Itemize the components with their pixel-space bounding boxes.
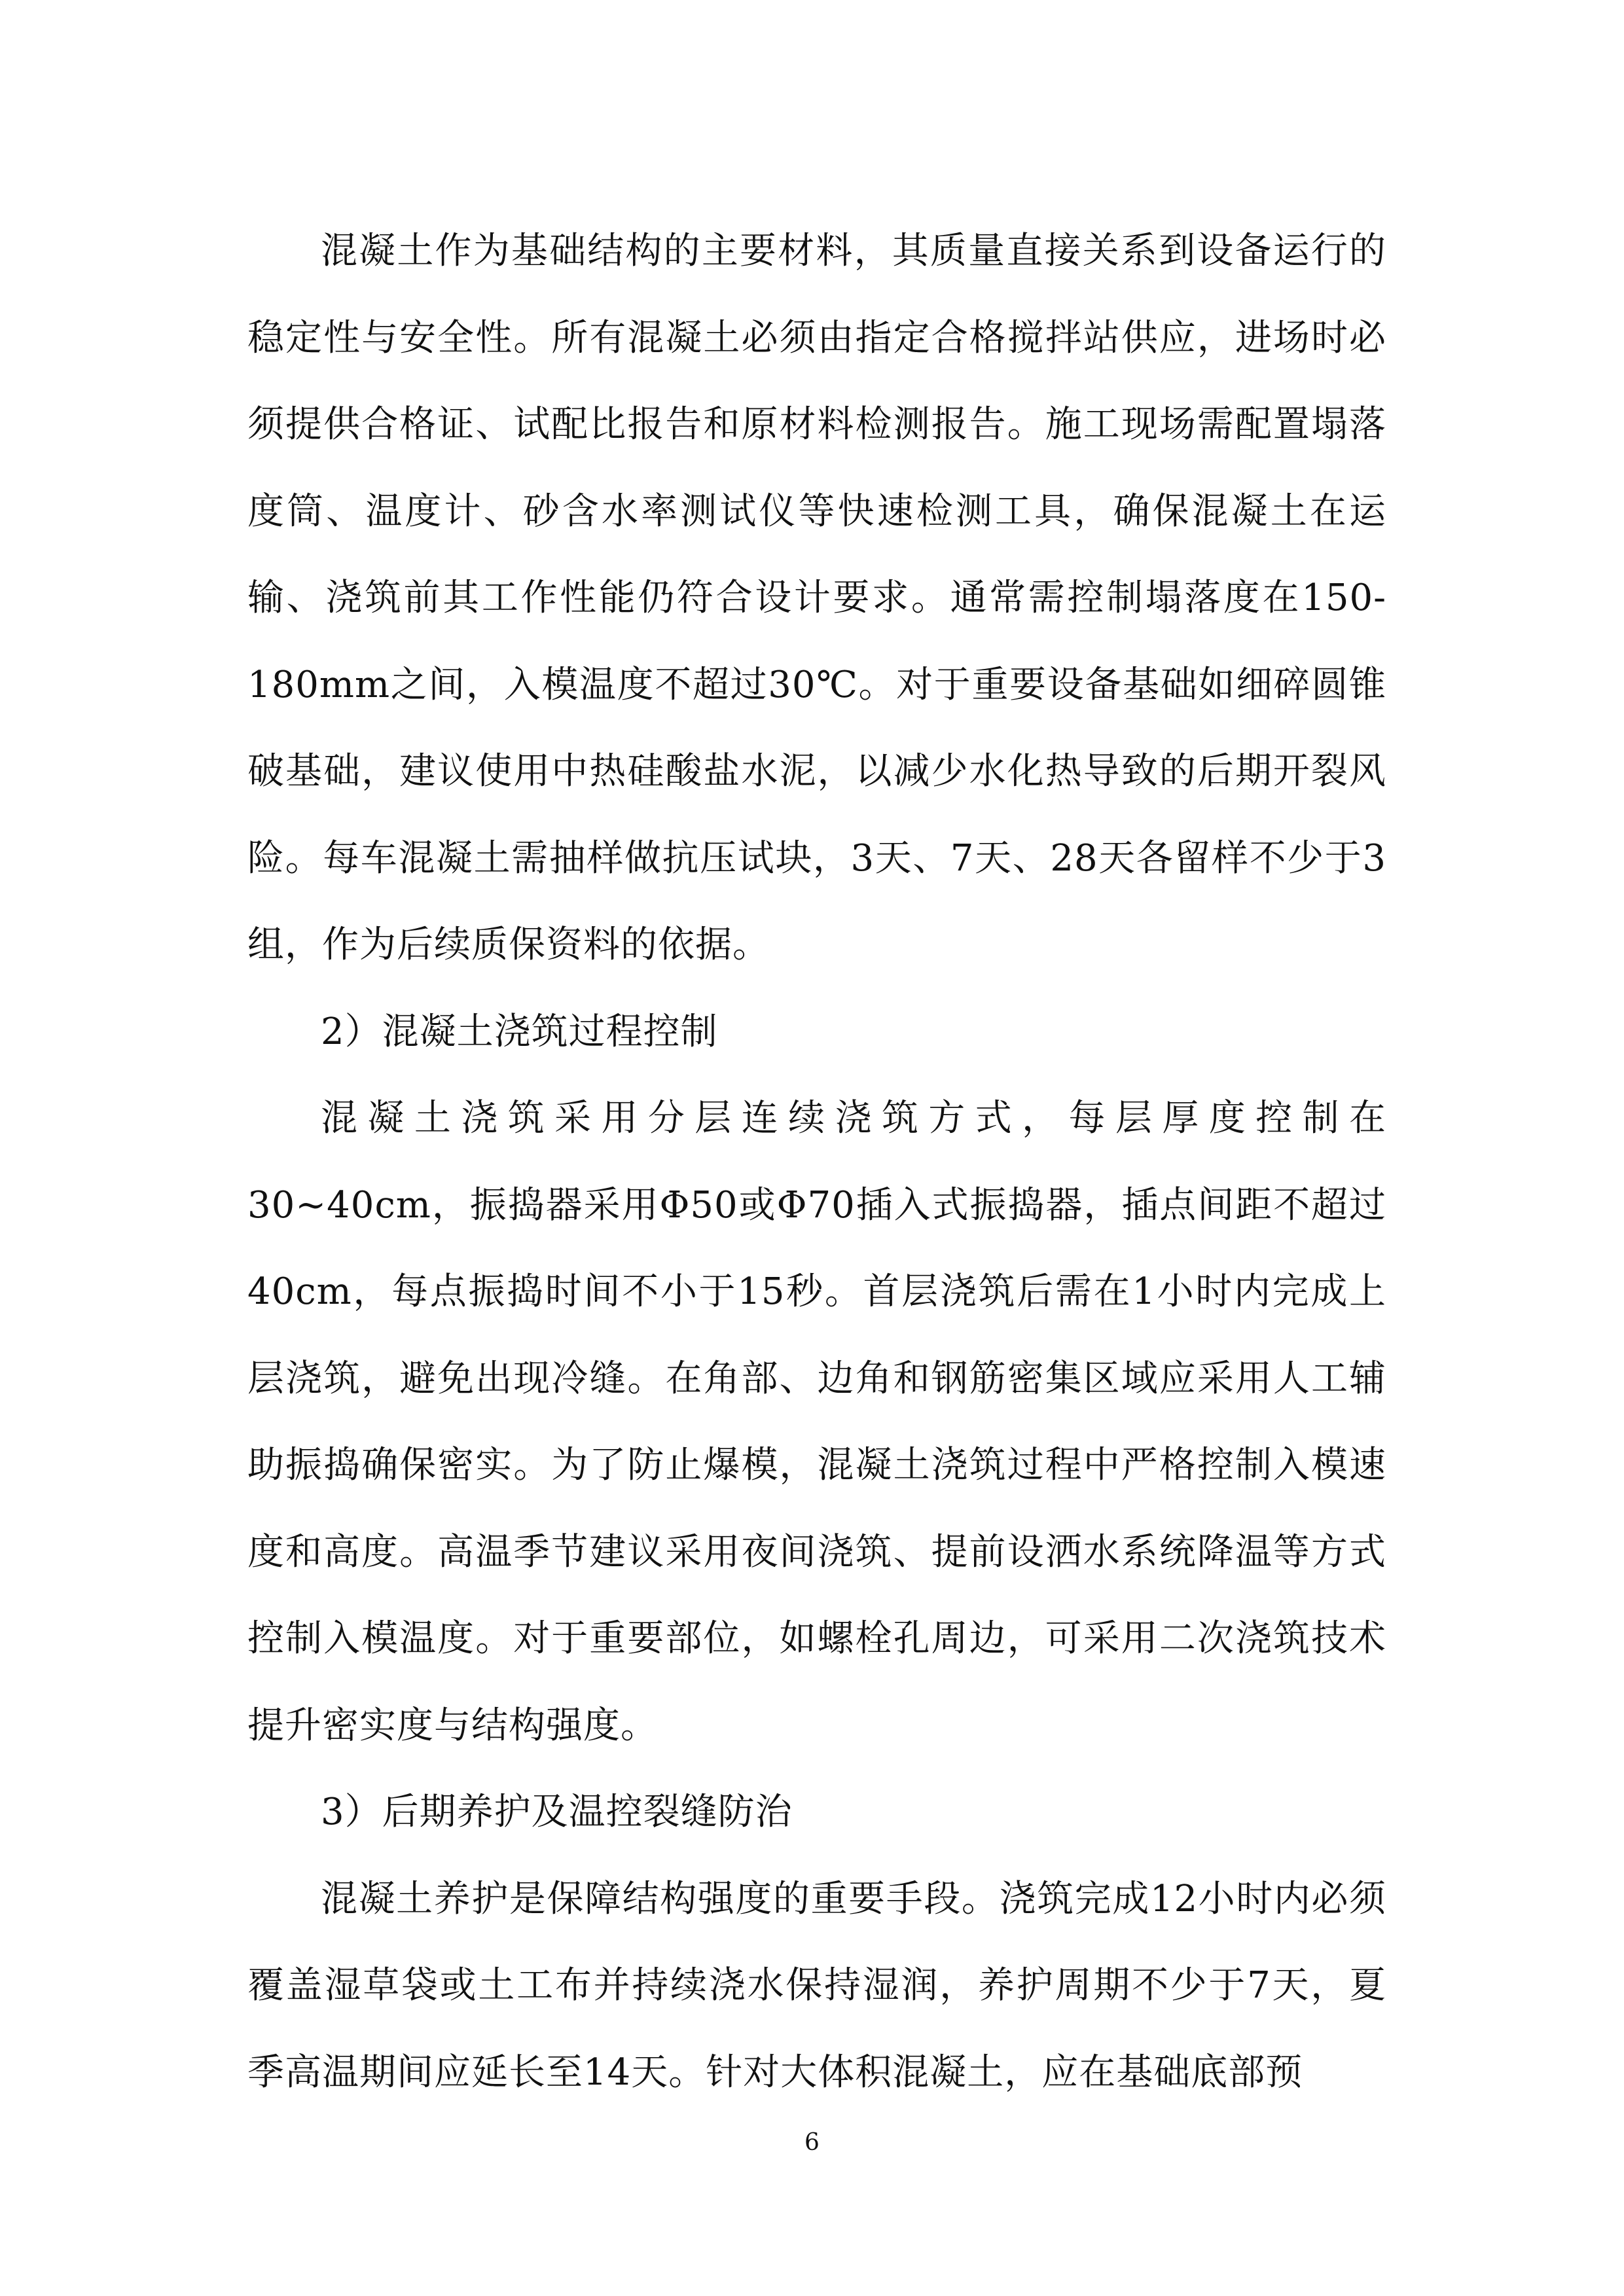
section-heading-pouring-control: 2）混凝土浇筑过程控制 [321, 1010, 718, 1053]
document-body [247, 208, 1386, 2116]
paragraph-concrete-quality: 混凝土作为基础结构的主要材料，其质量直接关系到设备运行的稳定性与安全性。所有混凝土必须由指定合格搅拌站供应，进场时必须提供合格证、试配比报告和原材料检测报告。施工现场需配置塌落度筒、温度计、砂含水率测试仪等快速检测工具，确保混凝土在运输、浇筑前其工作性能仍符合设计要求。通常需控制塌落度在150-180mm之间，入模温度不超过30℃。对于重要设备基础如细碎圆锥破基础，建议使用中热硅酸盐水泥，以减少水化热导致的后期开裂风险。每车混凝土需抽样做抗压试块，3天、7天、28天各留样不少于3组，作为后续质保资料的依据。 [247, 230, 1386, 966]
section-heading-curing-crack-prevention: 3）后期养护及温控裂缝防治 [321, 1791, 793, 1833]
page-number: 6 [804, 2129, 820, 2156]
paragraph-pouring-process: 混凝土浇筑采用分层连续浇筑方式，每层厚度控制在30~40cm，振捣器采用Φ50或Φ70插入式振捣器，插点间距不超过40cm，每点振捣时间不小于15秒。首层浇筑后需在1小时内完成上层浇筑，避免出现冷缝。在角部、边角和钢筋密集区域应采用人工辅助振捣确保密实。为了防止爆模，混凝土浇筑过程中严格控制入模速度和高度。高温季节建议采用夜间浇筑、提前设洒水系统降温等方式控制入模温度。对于重要部位，如螺栓孔周边，可采用二次浇筑技术提升密实度与结构强度。 [247, 1097, 1386, 1747]
paragraph-curing: 混凝土养护是保障结构强度的重要手段。浇筑完成12小时内必须覆盖湿草袋或土工布并持续浇水保持湿润，养护周期不少于7天，夏季高温期间应延长至14天。针对大体积混凝土，应在基础底部预 [247, 1877, 1386, 2094]
